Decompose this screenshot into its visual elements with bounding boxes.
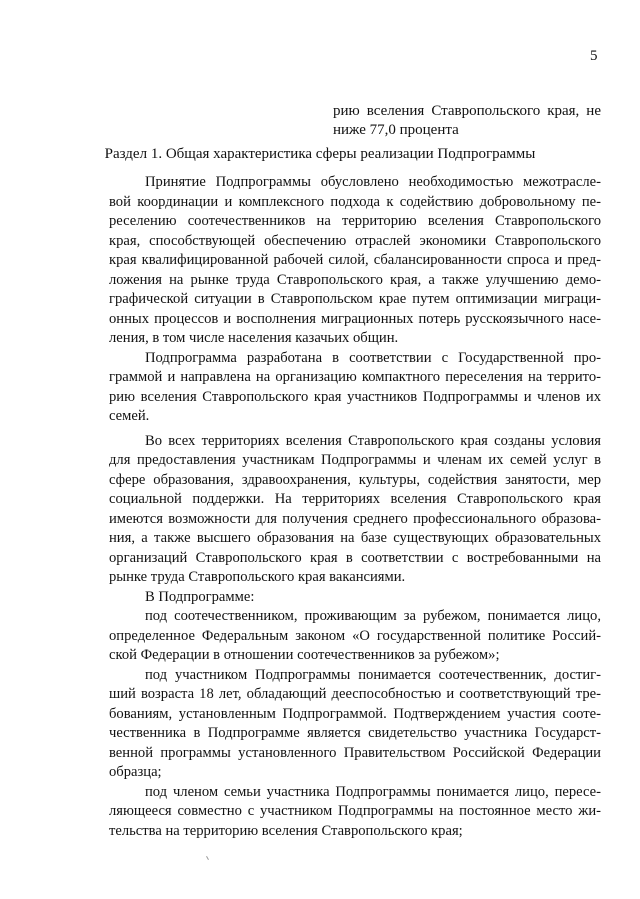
text-line: В Подпрограмме: <box>145 588 255 605</box>
section-heading: Раздел 1. Общая характеристика сферы реализации Подпрограммы <box>104 146 536 162</box>
text-line: организаций Ставропольского края в соответствии с востребованными на <box>109 549 601 566</box>
text-line: имеются возможности для получения среднего профессионального образова- <box>109 510 601 527</box>
text-line: Во всех территориях вселения Ставропольского края созданы условия <box>145 432 601 449</box>
page-number: 5 <box>590 48 598 64</box>
text-line: края квалифицированной рабочей силой, сбалансированности спроса и пред- <box>109 252 601 268</box>
carry-over-line: рию вселения Ставропольского края, не <box>333 103 601 119</box>
paragraph <box>109 666 601 783</box>
text-line: ший возраста 18 лет, обладающий дееспособностью и соответствующий тре- <box>109 686 601 702</box>
text-line: чественника в Подпрограмме является свидетельство участника Государст- <box>109 725 601 741</box>
carry-over-text <box>333 102 601 140</box>
text-line: тельства на территорию вселения Ставропольского края; <box>109 822 463 839</box>
text-line: ния, а также высшего образования на базе существующих образовательных <box>109 530 601 546</box>
text-line: под членом семьи участника Подпрограммы понимается лицо, пересе- <box>145 783 601 800</box>
text-line: семей. <box>109 408 150 424</box>
text-line: образца; <box>109 764 162 780</box>
paragraph <box>109 432 601 588</box>
text-line: вой координации и комплексного подхода к содействию добровольному пе- <box>109 193 601 210</box>
text-line: венной программы установленного Правительством Российской Федерации <box>109 744 601 761</box>
paragraph <box>109 783 601 842</box>
text-line: графической ситуации в Ставропольском крае путем оптимизации миграци- <box>109 291 601 307</box>
text-line: граммой и направлена на организацию компактного переселения на террито- <box>109 369 601 385</box>
text-line: под участником Подпрограммы понимается соотечественник, достиг- <box>145 666 601 683</box>
text-line: ления, в том числе населения казачьих общин. <box>109 330 399 346</box>
body-text <box>109 173 601 841</box>
paragraph <box>109 173 601 349</box>
text-line: реселению соотечественников на территорию вселения Ставропольского <box>109 213 601 229</box>
text-line: ской Федерации в отношении соотечественников за рубежом»; <box>109 647 500 663</box>
text-line: бованиям, установленным Подпрограммой. Подтверждением участия сооте- <box>109 705 601 722</box>
paragraph <box>109 607 601 666</box>
text-line: социальной поддержки. На территориях вселения Ставропольского края <box>109 491 601 507</box>
scan-artifact-mark <box>206 856 209 860</box>
paragraph <box>109 349 601 427</box>
text-line: Принятие Подпрограммы обусловлено необходимостью межотрасле- <box>145 174 601 190</box>
text-line: сфере образования, здравоохранения, культуры, содействия занятости, мер <box>109 471 601 488</box>
text-line: рию вселения Ставропольского края участников Подпрограммы и членов их <box>109 388 601 405</box>
text-line: определенное Федеральным законом «О государственной политике Россий- <box>109 627 601 644</box>
text-line: края, способствующей обеспечению отраслей экономики Ставропольского <box>109 232 601 249</box>
text-line: ложения на рынке труда Ставропольского края, а также улучшению демо- <box>109 271 601 288</box>
text-line: ляющееся совместно с участником Подпрограммы на постоянное место жи- <box>109 803 601 819</box>
paragraph <box>109 588 601 608</box>
text-line: для предоставления участникам Подпрограммы и членам их семей услуг в <box>109 452 601 468</box>
text-line: под соотечественником, проживающим за рубежом, понимается лицо, <box>145 608 601 624</box>
text-line: Подпрограмма разработана в соответствии с Государственной про- <box>145 349 601 366</box>
text-line: онных процессов и восполнения миграционных потерь русскоязычного насе- <box>109 310 601 327</box>
text-line: рынке труда Ставропольского края вакансиями. <box>109 569 406 585</box>
carry-over-line: ниже 77,0 процента <box>333 122 459 138</box>
